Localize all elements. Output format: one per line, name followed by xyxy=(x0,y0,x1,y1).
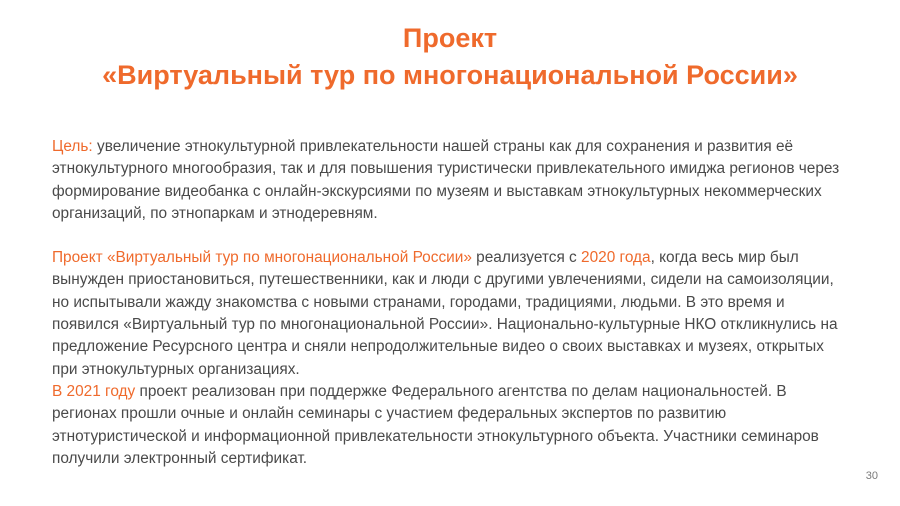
slide-title-line-1: Проект xyxy=(402,23,498,53)
goal-label: Цель: xyxy=(52,138,93,155)
page-number: 30 xyxy=(865,470,878,482)
year-2021-text: проект реализован при поддержке Федерального агентства по делам национальностей. В регионах прошли очные и онлайн семинары с участием федеральных экспертов по развитию этнотуристической и информационной привлекательности этнокультурного объекта. Участники семинаров получили электронный сертификат. xyxy=(52,382,819,467)
goal-paragraph xyxy=(52,136,852,225)
slide-title-line-2: «Виртуальный тур по многонациональной России» xyxy=(102,60,798,90)
project-paragraph xyxy=(52,247,852,381)
project-name: Проект «Виртуальный тур по многонациональной России» xyxy=(52,249,472,267)
year-2021-paragraph xyxy=(52,381,852,470)
slide-title xyxy=(0,20,900,94)
project-text-b: , когда весь мир был вынужден приостановиться, путешественники, как и люди с другими увлечениями, сидели на самоизоляции, но испытывали жажду знакомства с новыми странами, городами, традициями, людьми. В это время и появился «Виртуальный тур по многонациональной России». Национально-культурные НКО откликнулись на предложение Ресурсного центра и сняли непродолжительные видео о своих выставках и музеях, открытых при этнокультурных организациях. xyxy=(52,249,838,378)
goal-text: увеличение этнокультурной привлекательности нашей страны как для сохранения и развития её этнокультурного многообразия, так и для повышения туристически привлекательного имиджа регионов через формирование видеобанка с онлайн-экскурсиями по музеям и выставкам этнокультурных некоммерческих организаций, по этнопаркам и этнодеревням. xyxy=(52,138,840,222)
year-2021-label: В 2021 году xyxy=(52,382,136,400)
project-year: 2020 года xyxy=(581,249,651,267)
slide-body xyxy=(52,136,852,470)
project-text-a: реализуется с xyxy=(471,249,582,267)
